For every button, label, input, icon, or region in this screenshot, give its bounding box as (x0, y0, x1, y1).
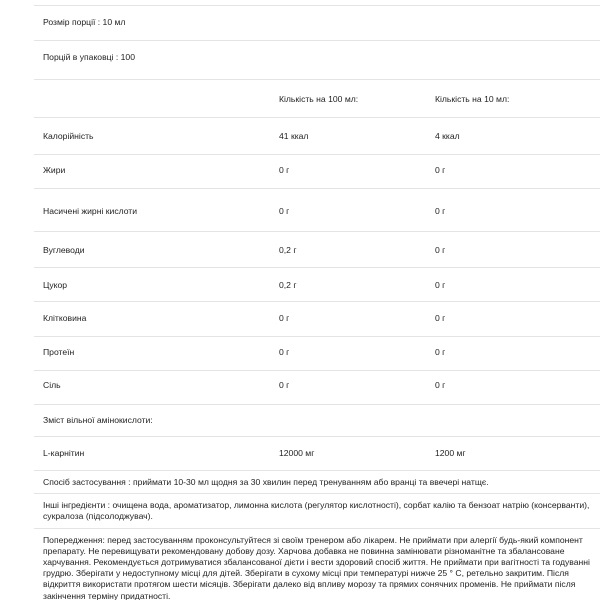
header-per-100ml: Кількість на 100 мл: (279, 94, 359, 104)
nutrient-per100: 0 г (279, 206, 290, 216)
nutrient-name: Калорійність (43, 131, 94, 141)
table-row (34, 232, 600, 268)
table-row (34, 337, 600, 371)
warning-note (34, 529, 600, 600)
nutrient-name: Жири (43, 165, 66, 175)
ingredients-note (34, 494, 600, 528)
serving-size-row (34, 6, 600, 41)
table-row (34, 371, 600, 405)
nutrient-per10: 0 г (435, 280, 446, 290)
nutrient-per100: 0,2 г (279, 245, 297, 255)
nutrient-name: Сіль (43, 380, 61, 390)
nutrient-name: Вуглеводи (43, 245, 85, 255)
amino-name: L-карнітин (43, 448, 85, 458)
nutrient-per10: 0 г (435, 245, 446, 255)
amino-heading: Зміст вільної амінокислоти: (43, 415, 153, 425)
nutrient-per100: 0 г (279, 313, 290, 323)
nutrient-name: Насичені жирні кислоти (43, 206, 138, 216)
nutrient-per10: 4 ккал (435, 131, 460, 141)
ingredients-text: Інші інгредієнти : очищена вода, ароматизатор, лимонна кислота (регулятор кислотності), сорбат калію та бензоат натрію (консерванти), сукралоза (підсолоджувач). (43, 500, 590, 522)
table-row (34, 437, 600, 471)
servings-per-container-label: Порцій в упаковці : 100 (43, 52, 135, 62)
nutrient-name: Клітковина (43, 313, 87, 323)
table-row (34, 189, 600, 232)
servings-per-container-row (34, 41, 600, 80)
nutrient-per10: 0 г (435, 347, 446, 357)
nutrient-per10: 0 г (435, 313, 446, 323)
nutrient-per100: 41 ккал (279, 131, 309, 141)
serving-size-label: Розмір порції : 10 мл (43, 17, 126, 27)
amino-per10: 1200 мг (435, 448, 466, 458)
nutrient-per100: 0 г (279, 347, 290, 357)
nutrient-per100: 0 г (279, 380, 290, 390)
nutrient-per10: 0 г (435, 380, 446, 390)
warning-text: Попередження: перед застосуванням проконсультуйтеся зі своїм тренером або лікарем. Не приймати при алергії будь-який компонент препарату. Не перевищувати рекомендовану добову дозу. Харчова добавка не повинна замінювати різноманітне та збалансоване харчування. Рекомендується дотримуватися збалансованої дієти і вести здоровий спосіб життя. Не приймати при вагітності та годуванні грудрю. Зберігати у недоступному місці для дітей. Зберігати в сухому місці при температурі нижче 25 ° С, ретельно закритим. Після відкриття використати протягом шести місяців. Зберігати далеко від впливу морозу та прямих сонячних променів. Не приймати після закінчення терміну придатності. (43, 534, 590, 600)
table-row (34, 268, 600, 302)
header-per-10ml: Кількість на 10 мл: (435, 94, 510, 104)
table-row (34, 302, 600, 337)
product-notes (34, 471, 600, 600)
nutrient-per100: 0,2 г (279, 280, 297, 290)
nutrient-per100: 0 г (279, 165, 290, 175)
usage-text: Спосіб застосування : приймати 10-30 мл щодня за 30 хвилин перед тренуванням або вранці та ввечері натщє. (43, 477, 489, 487)
nutrient-name: Цукор (43, 280, 68, 290)
table-row (34, 155, 600, 189)
amino-heading-row (34, 405, 600, 437)
nutrient-name: Протеїн (43, 347, 75, 357)
nutrient-per10: 0 г (435, 165, 446, 175)
amino-per100: 12000 мг (279, 448, 315, 458)
table-header-row (34, 80, 600, 118)
table-row (34, 118, 600, 155)
usage-note (34, 471, 600, 494)
nutrient-per10: 0 г (435, 206, 446, 216)
